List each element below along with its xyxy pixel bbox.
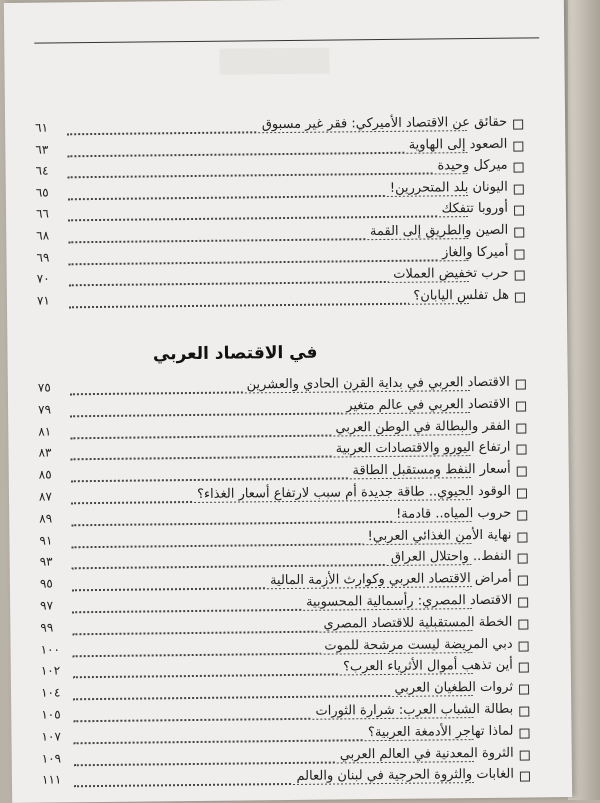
toc-entry-title: هل تفلس اليابان؟ [409,287,509,303]
toc-entry-title: أوروبا تتفكك [438,201,509,217]
toc-entry-title: بطالة الشباب العرب: شرارة الثورات [311,702,513,719]
toc-page-number: ٩٧ [40,598,54,613]
toc-list-part1 [5,115,567,315]
toc-page-number: ١١١ [41,772,62,787]
checkbox-bullet-icon [514,249,524,259]
toc-entry-title: ميركل وحيدة [433,158,507,174]
dot-leader [68,215,468,221]
toc-entry-title: الصعود إلى الهاوية [405,136,508,152]
toc-page-number: ٦٣ [35,142,49,157]
toc-page-number: ١٠٢ [40,663,61,678]
toc-entry-title: ارتفاع اليورو والاقتصادات العربية [332,440,511,457]
book-page [4,0,572,803]
checkbox-bullet-icon [519,728,529,738]
dot-leader [69,259,469,265]
checkbox-bullet-icon [516,380,526,390]
toc-page-number: ٩٣ [39,554,53,569]
toc-page-number: ٧١ [36,293,50,308]
toc-page-number: ٦٩ [36,250,50,265]
toc-page-number: ٦٥ [35,185,49,200]
toc-page-number: ٧٥ [37,380,51,395]
checkbox-bullet-icon [519,685,529,695]
checkbox-bullet-icon [517,532,527,542]
checkbox-bullet-icon [519,663,529,673]
checkbox-bullet-icon [513,120,523,130]
toc-page-number: ٦٤ [35,163,49,178]
toc-entry-title: دبي المريضة ليست مرشحة للموت [320,636,512,653]
toc-entry-title: أسعار النفط ومستقبل الطاقة [348,462,510,479]
toc-entry-title: الوقود الحيوي.. طاقة جديدة أم سبب لارتفاع أسعار الغذاء؟ [193,484,511,502]
checkbox-bullet-icon [514,163,524,173]
checkbox-bullet-icon [514,206,524,216]
checkbox-bullet-icon [515,292,525,302]
toc-page-number: ٩١ [39,533,53,548]
toc-list-part2 [8,375,572,795]
checkbox-bullet-icon [517,510,527,520]
toc-page-number: ٨١ [38,424,52,439]
toc-page-number: ٨٩ [39,511,53,526]
toc-page-number: ٧٩ [38,402,52,417]
toc-page-number: ٩٩ [40,620,54,635]
toc-entry-title: الثروة المعدنية في العالم العربي [336,745,514,762]
toc-page-number: ٨٧ [38,489,52,504]
toc-page-number: ٩٥ [39,576,53,591]
toc-entry-title: حقائق عن الاقتصاد الأميركي: فقر غير مسبوق [258,115,507,133]
checkbox-bullet-icon [516,401,526,411]
toc-page-number: ١٠٠ [40,641,61,657]
toc-entry-title: الغابات والثروة الحرجية في لبنان والعالم [292,767,514,784]
checkbox-bullet-icon [517,467,527,477]
toc-page-number: ١٠٧ [41,729,61,744]
toc-entry-title: الاقتصاد العربي في عالم متغير [342,396,510,413]
checkbox-bullet-icon [518,597,528,607]
checkbox-bullet-icon [518,576,528,586]
toc-entry [7,288,567,315]
toc-entry-title: الاقتصاد العربي في بداية القرن الحادي والعشرين [242,375,509,393]
toc-entry-title: لماذا تهاجر الأدمغة العربية؟ [364,723,514,740]
toc-page-number: ١٠٩ [41,750,62,766]
toc-entry-title: الاقتصاد المصري: رأسمالية المحسوبية [302,593,512,610]
toc-entry-title: ثروات الطغيان العربي [390,680,513,696]
checkbox-bullet-icon [513,141,523,151]
toc-page-number: ١٠٥ [41,707,61,722]
toc-entry-title: أمراض الاقتصاد العربي وكوارث الأزمة المالية [266,571,512,589]
toc-entry-title: اليونان بلد المتحررين! [386,179,508,195]
top-rule [34,37,539,43]
toc-page-number: ٨٥ [38,467,52,482]
checkbox-bullet-icon [517,488,527,498]
checkbox-bullet-icon [518,554,528,564]
toc-page-number: ٦٨ [36,228,50,243]
checkbox-bullet-icon [515,271,525,281]
toc-page-number: ٧٠ [36,271,50,286]
checkbox-bullet-icon [514,227,524,237]
checkbox-bullet-icon [520,772,530,782]
section-heading: في الاقتصاد العربي [152,342,318,365]
toc-entry-title: نهاية الأمن الغذائي العربي! [363,527,511,544]
toc-page-number: ٦١ [35,120,49,135]
checkbox-bullet-icon [516,423,526,433]
toc-entry [12,767,572,795]
toc-entry-title: حروب المياه.. قادمة! [392,505,511,521]
page-edge [568,0,600,800]
toc-page-number: ٨٣ [38,445,52,461]
checkbox-bullet-icon [519,706,529,716]
checkbox-bullet-icon [514,184,524,194]
toc-entry-title: حرب تخفيض العملات [389,266,509,282]
checkbox-bullet-icon [519,641,529,651]
checkbox-bullet-icon [518,619,528,629]
toc-entry-title: النفط.. واحتلال العراق [387,549,512,565]
toc-page-number: ١٠٤ [40,685,61,700]
toc-page-number: ٦٦ [35,206,50,222]
toc-entry-title: الفقر والبطالة في الوطن العربي [331,418,510,435]
dot-leader [68,172,468,178]
checkbox-bullet-icon [520,750,530,760]
checkbox-bullet-icon [516,445,526,455]
toc-entry-title: الخطة المستقبلية للاقتصاد المصري [319,614,512,631]
toc-entry-title: الصين والطريق إلى القمة [366,223,508,239]
toc-entry-title: أميركا والغاز [438,244,508,260]
show-through-box [219,48,329,75]
toc-entry-title: أين تذهب أموال الأثرياء العرب؟ [339,658,513,675]
